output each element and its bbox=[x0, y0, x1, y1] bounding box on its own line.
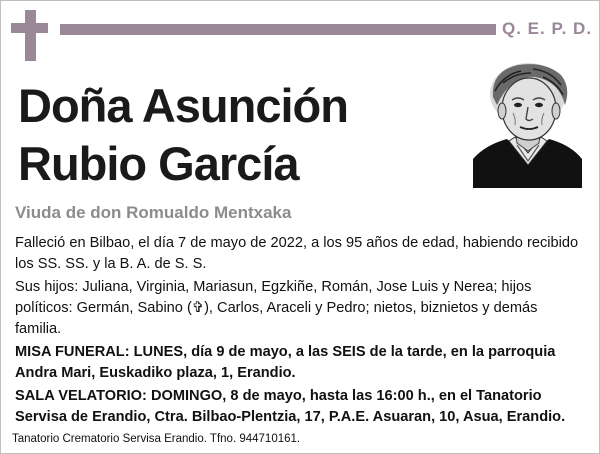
deceased-cross-icon: ✞ bbox=[191, 300, 205, 316]
deceased-name-line1: Doña Asunción bbox=[18, 79, 348, 132]
wake-paragraph: SALA VELATORIO: DOMINGO, 8 de mayo, hasta las 16:00 h., en el Tanatorio Servisa de Erandio, Ctra. Bilbao-Plentzia, 17, P.A.E. Asuaran, 10, Asua, Erandio. bbox=[15, 388, 566, 425]
family-text-start: Sus hijos: Juliana, Virginia, Mariasun, Egzkiñe, Román, Jose Luis y Nerea; hijos políticos: Germán, Sabino ( bbox=[15, 279, 532, 316]
portrait-photo bbox=[473, 61, 582, 188]
header-rule bbox=[60, 24, 496, 35]
cross-horizontal-bar bbox=[11, 23, 48, 33]
qepd-label: Q. E. P. D. bbox=[502, 19, 593, 38]
cross-vertical-bar bbox=[25, 10, 36, 61]
funeral-mass-paragraph: MISA FUNERAL: LUNES, día 9 de mayo, a las SEIS de la tarde, en la parroquia Andra Mari, Euskadiko plaza, 1, Erandio. bbox=[15, 344, 556, 381]
death-paragraph: Falleció en Bilbao, el día 7 de mayo de 2022, a los 95 años de edad, habiendo recibido los SS. SS. y la B. A. de S. S. bbox=[15, 235, 579, 272]
deceased-name-line2: Rubio García bbox=[18, 137, 299, 190]
family-text-end: ), Carlos, Araceli y Pedro; nietos, biznietos y demás familia. bbox=[15, 300, 538, 337]
funeral-home-footer: Tanatorio Crematorio Servisa Erandio. Tfno. 944710161. bbox=[12, 433, 301, 445]
widow-subtitle: Viuda de don Romualdo Mentxaka bbox=[15, 203, 292, 222]
family-paragraph bbox=[15, 277, 585, 340]
